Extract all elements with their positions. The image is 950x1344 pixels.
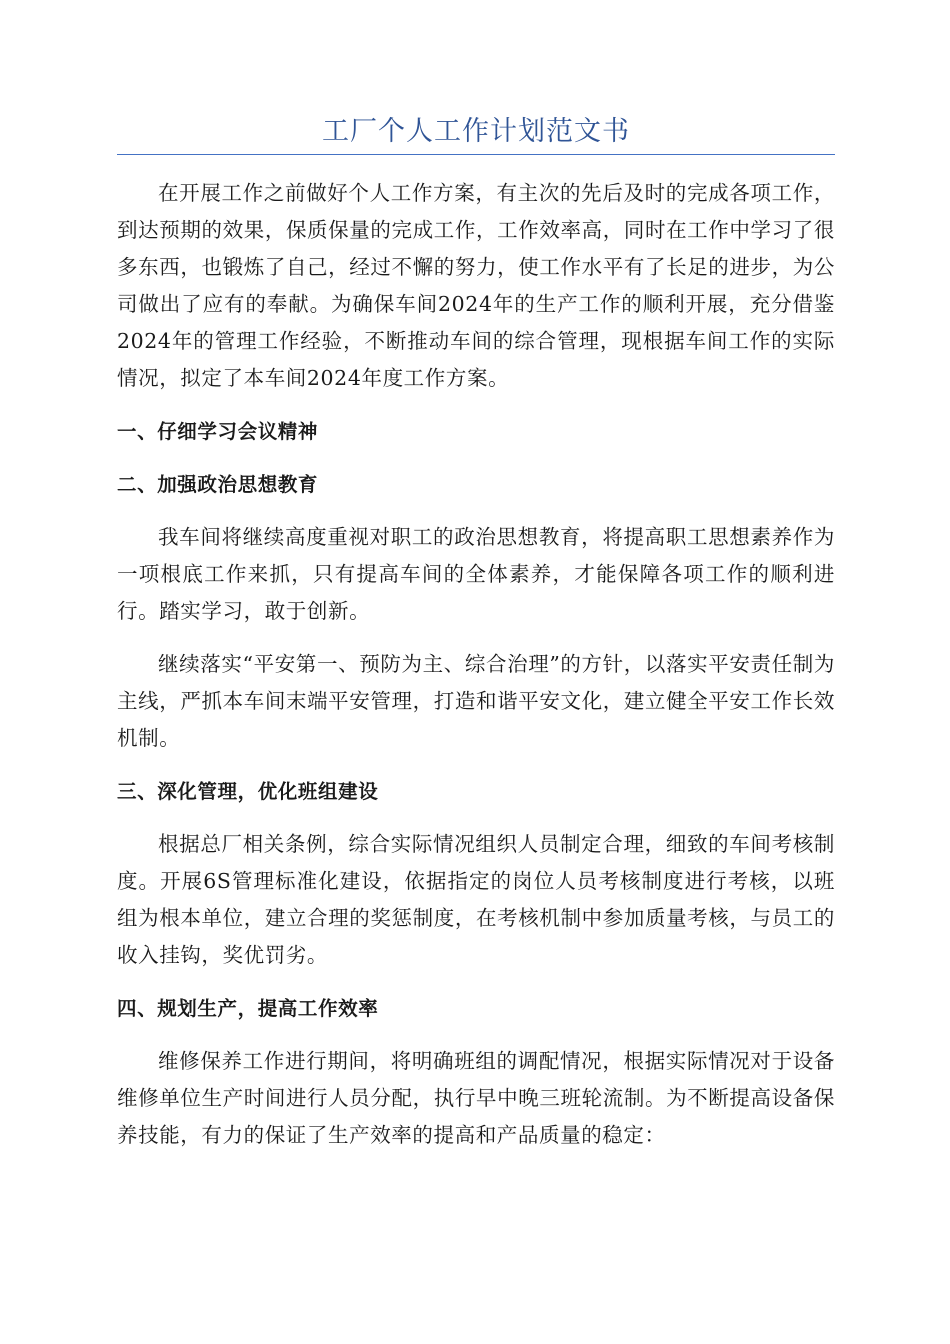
section-3-paragraph: 根据总厂相关条例，综合实际情况组织人员制定合理，细致的车间考核制度。开展6S管理标准化建设，依据指定的岗位人员考核制度进行考核，以班组为根本单位，建立合理的奖惩制度，在考核机制中参加质量考核，与员工的收入挂钩，奖优罚劣。: [117, 832, 835, 967]
section-2-paragraph-2: 继续落实“平安第一、预防为主、综合治理”的方针，以落实平安责任制为主线，严抓本车间末端平安管理，打造和谐平安文化，建立健全平安工作长效机制。: [117, 652, 835, 750]
section-heading-1: 一、仔细学习会议精神: [117, 420, 319, 443]
document-body: [117, 175, 835, 1170]
section-heading-3: 三、深化管理，优化班组建设: [117, 780, 379, 803]
section-heading-4: 四、规划生产，提高工作效率: [117, 997, 379, 1020]
section-4-paragraph: 维修保养工作进行期间，将明确班组的调配情况，根据实际情况对于设备维修单位生产时间进行人员分配，执行早中晚三班轮流制。为不断提高设备保养技能，有力的保证了生产效率的提高和产品质量的稳定：: [117, 1049, 835, 1147]
intro-paragraph: 在开展工作之前做好个人工作方案，有主次的先后及时的完成各项工作，到达预期的效果，保质保量的完成工作，工作效率高，同时在工作中学习了很多东西，也锻炼了自己，经过不懈的努力，使工作水平有了长足的进步，为公司做出了应有的奉献。为确保车间2024年的生产工作的顺利开展，充分借鉴2024年的管理工作经验，不断推动车间的综合管理，现根据车间工作的实际情况，拟定了本车间2024年度工作方案。: [117, 181, 835, 390]
document-title: 工厂个人工作计划范文书: [322, 116, 630, 147]
section-heading-2: 二、加强政治思想教育: [117, 473, 319, 496]
section-2-paragraph-1: 我车间将继续高度重视对职工的政治思想教育，将提高职工思想素养作为一项根底工作来抓，只有提高车间的全体素养，才能保障各项工作的顺利进行。踏实学习，敢于创新。: [117, 525, 835, 623]
title-underline: [117, 154, 835, 155]
